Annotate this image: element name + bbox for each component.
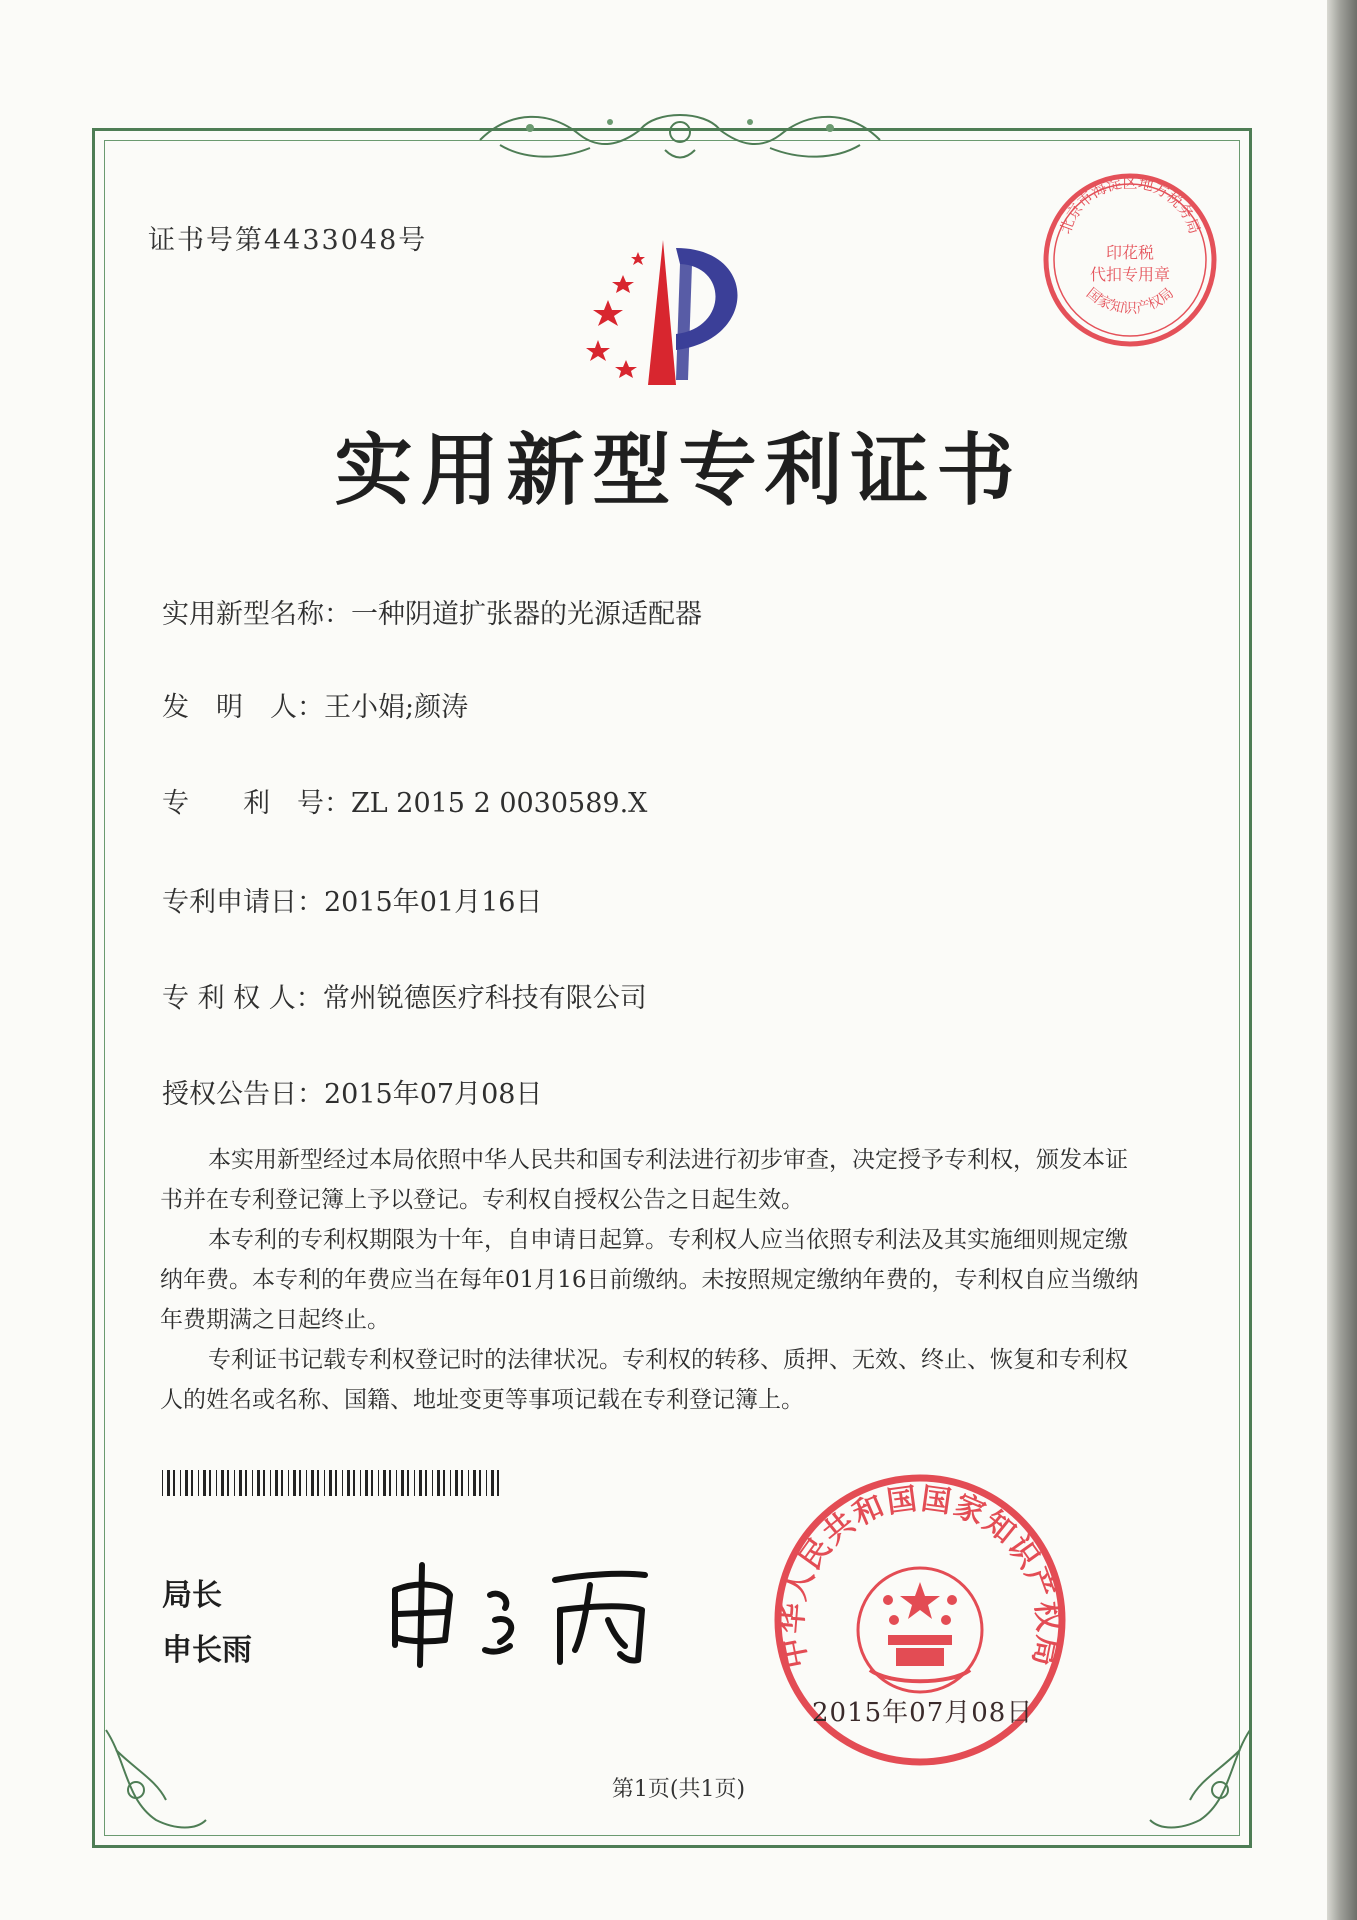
barcode-bar: [293, 1470, 296, 1496]
barcode-bar: [414, 1470, 415, 1496]
barcode-bar: [468, 1470, 469, 1496]
barcode-bar: [455, 1470, 458, 1496]
field-utility-model-name: [162, 592, 702, 631]
barcode-bar: [245, 1470, 247, 1496]
top-ornament: [470, 100, 890, 170]
office-seal-ring-text: 中华人民共和国国家知识产权局: [774, 1481, 1066, 1671]
barcode-bar: [383, 1470, 386, 1496]
barcode-bar: [407, 1470, 409, 1496]
field-patent-number: [162, 781, 647, 820]
barcode-bar: [180, 1470, 181, 1496]
barcode-bar: [473, 1470, 476, 1496]
barcode-bar: [360, 1470, 361, 1496]
director-title: 局长: [162, 1578, 222, 1613]
barcode-bar: [257, 1470, 260, 1496]
barcode-bar: [378, 1470, 379, 1496]
field-value: 2015年07月08日: [324, 1079, 543, 1110]
barcode-bar: [491, 1470, 494, 1496]
field-label: 专 利 权 人：: [162, 983, 323, 1014]
barcode-bar: [419, 1470, 422, 1496]
barcode-bar: [198, 1470, 199, 1496]
barcode-bar: [191, 1470, 193, 1496]
tax-stamp-seal: [1040, 170, 1220, 350]
barcode-bar: [167, 1470, 170, 1496]
barcode-bar: [425, 1470, 427, 1496]
barcode-bar: [486, 1470, 487, 1496]
office-seal-date: 2015年07月08日: [812, 1698, 1034, 1728]
field-value: 常州锐德医疗科技有限公司: [322, 983, 647, 1014]
barcode-bar: [239, 1470, 242, 1496]
barcode-bar: [299, 1470, 301, 1496]
barcode-bar: [353, 1470, 355, 1496]
field-inventor: [162, 685, 468, 724]
barcode: [162, 1470, 500, 1496]
barcode-bar: [270, 1470, 271, 1496]
certificate-title: 实用新型专利证书: [334, 426, 1023, 516]
field-label: 专利申请日：: [162, 887, 324, 918]
field-value: 一种阴道扩张器的光源适配器: [351, 599, 702, 630]
barcode-bar: [162, 1470, 163, 1496]
barcode-bar: [324, 1470, 325, 1496]
field-grant-date: [162, 1072, 542, 1111]
field-label: 实用新型名称：: [162, 599, 351, 630]
body-paragraph-1: 本实用新型经过本局依照中华人民共和国专利法进行初步审查，决定授予专利权，颁发本证书并在专利登记簿上予以登记。专利权自授权公告之日起生效。: [160, 1147, 1128, 1213]
svg-text:国家知识产权局: [1083, 285, 1177, 316]
barcode-bar: [185, 1470, 188, 1496]
field-label: 专 利 号：: [162, 788, 351, 819]
tax-seal-bottom-text: 国家知识产权局: [1083, 285, 1177, 317]
field-value: ZL 2015 2 0030589.X: [351, 788, 648, 819]
barcode-bar: [317, 1470, 319, 1496]
body-paragraph-2: 本专利的专利权期限为十年，自申请日起算。专利权人应当依照专利法及其实施细则规定缴纳年费。本专利的年费应当在每年01月16日前缴纳。未按照规定缴纳年费的，专利权自应当缴纳年费期满之日起终止。: [160, 1227, 1139, 1333]
handwritten-signature: [380, 1550, 680, 1670]
barcode-bar: [461, 1470, 463, 1496]
barcode-bar: [227, 1470, 229, 1496]
patent-office-logo: [568, 230, 778, 390]
barcode-bar: [306, 1470, 307, 1496]
director-name: 申长雨: [162, 1633, 252, 1668]
barcode-bar: [371, 1470, 373, 1496]
barcode-bar: [396, 1470, 397, 1496]
barcode-bar: [365, 1470, 368, 1496]
tax-seal-center-line-2: 代扣专用章: [1089, 265, 1171, 284]
field-application-date: [162, 880, 542, 919]
barcode-bar: [443, 1470, 445, 1496]
body-paragraph-3: 专利证书记载专利权登记时的法律状况。专利权的转移、质押、无效、终止、恢复和专利权人的姓名或名称、国籍、地址变更等事项记载在专利登记簿上。: [160, 1347, 1128, 1413]
barcode-bar: [329, 1470, 332, 1496]
barcode-bar: [437, 1470, 440, 1496]
national-emblem-icon: [870, 1582, 970, 1681]
barcode-bar: [281, 1470, 283, 1496]
barcode-bar: [401, 1470, 404, 1496]
barcode-bar: [450, 1470, 451, 1496]
barcode-bar: [288, 1470, 289, 1496]
barcode-bar: [432, 1470, 433, 1496]
field-value: 2015年01月16日: [324, 887, 543, 918]
barcode-bar: [497, 1470, 499, 1496]
tax-seal-center-line-1: 印花税: [1105, 243, 1155, 262]
barcode-bar: [221, 1470, 224, 1496]
barcode-bar: [275, 1470, 278, 1496]
barcode-bar: [342, 1470, 343, 1496]
page-number: 第1页(共1页): [611, 1777, 746, 1802]
certificate-body: [160, 1140, 1140, 1420]
barcode-bar: [173, 1470, 175, 1496]
field-value: 王小娟;颜涛: [324, 692, 469, 723]
barcode-bar: [347, 1470, 350, 1496]
field-patentee: [162, 976, 647, 1015]
certificate-number: 证书号第4433048号: [148, 225, 428, 256]
field-label: 发 明 人：: [162, 692, 324, 723]
barcode-bar: [203, 1470, 206, 1496]
barcode-bar: [234, 1470, 235, 1496]
field-label: 授权公告日：: [162, 1079, 324, 1110]
tax-seal-ring-text: 北京市海淀区地方税务局: [1056, 173, 1204, 237]
barcode-bar: [209, 1470, 211, 1496]
binding-spine: [1327, 0, 1357, 1920]
barcode-bar: [311, 1470, 314, 1496]
barcode-bar: [335, 1470, 337, 1496]
barcode-bar: [479, 1470, 481, 1496]
barcode-bar: [263, 1470, 265, 1496]
barcode-bar: [252, 1470, 253, 1496]
barcode-bar: [389, 1470, 391, 1496]
barcode-bar: [216, 1470, 217, 1496]
